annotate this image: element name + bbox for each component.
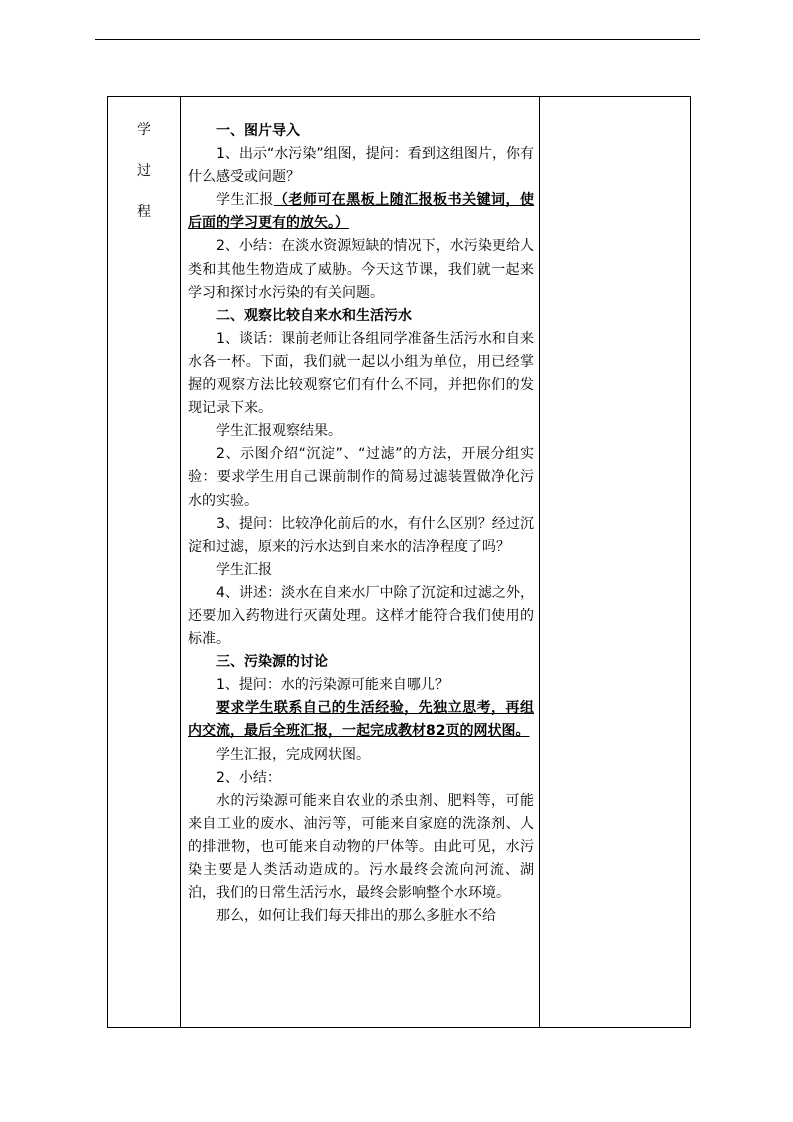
paragraph: 学生汇报 xyxy=(216,561,272,578)
paragraph: 学生汇报观察结果。 xyxy=(216,423,342,440)
paragraph-lead: 学生汇报 xyxy=(216,192,274,209)
section-label-char: 过 xyxy=(137,163,151,179)
section-heading: 三、污染源的讨论 xyxy=(216,654,328,671)
paragraph: 水的污染源可能来自农业的杀虫剂、肥料等，可能来自工业的废水、油污等，可能来自家庭的洗涤剂、人的排泄物，也可能来自动物的尸体等。由此可见，水污染主要是人类活动造成的。污水最终会流向河流、湖泊，我们的日常生活污水，最终会影响整个水环境。 xyxy=(188,792,534,902)
paragraph: 学生汇报，完成网状图。 xyxy=(216,746,370,763)
section-label-char: 学 xyxy=(137,122,151,138)
paragraph: 4、讲述：淡水在自来水厂中除了沉淀和过滤之外，还要加入药物进行灭菌处理。这样才能符合我们使用的标准。 xyxy=(188,584,534,648)
section-heading: 一、图片导入 xyxy=(216,123,300,139)
paragraph: 3、提问：比较净化前后的水，有什么区别？经过沉淀和过滤，原来的污水达到自来水的洁净程度了吗？ xyxy=(188,515,534,555)
header-rule xyxy=(95,39,700,40)
column-divider xyxy=(539,97,540,1027)
teacher-note: （老师可在黑板上随汇报板书关键词，使后面的学习更有的放矢。） xyxy=(188,192,535,232)
paragraph: 那么，如何让我们每天排出的那么多脏水不给 xyxy=(216,908,496,925)
lesson-plan-table xyxy=(107,96,691,1028)
teacher-note: 要求学生联系自己的生活经验，先独立思考，再组内交流，最后全班汇报，一起完成教材82页的网状图。 xyxy=(188,700,534,740)
column-divider xyxy=(180,97,181,1027)
paragraph: 2、示图介绍“沉淀”、“过滤”的方法，开展分组实验：要求学生用自己课前制作的简易过滤装置做净化污水的实验。 xyxy=(188,446,534,509)
paragraph: 1、谈话：课前老师让各组同学准备生活污水和自来水各一杯。下面，我们就一起以小组为单位，用已经掌握的观察方法比较观察它们有什么不同，并把你们的发现记录下来。 xyxy=(188,330,534,417)
section-label-char: 程 xyxy=(137,204,151,220)
paragraph: 2、小结：在淡水资源短缺的情况下，水污染更给人类和其他生物造成了威胁。今天这节课，我们就一起来学习和探讨水污染的有关问题。 xyxy=(188,238,534,301)
paragraph: 1、出示“水污染”组图，提问：看到这组图片，你有什么感受或问题？ xyxy=(188,146,534,186)
paragraph: 2、小结： xyxy=(216,769,281,786)
section-heading: 二、观察比较自来水和生活污水 xyxy=(216,307,412,324)
paragraph xyxy=(188,189,534,235)
paragraph: 1、提问：水的污染源可能来自哪儿？ xyxy=(216,677,449,694)
lesson-content xyxy=(188,120,534,928)
